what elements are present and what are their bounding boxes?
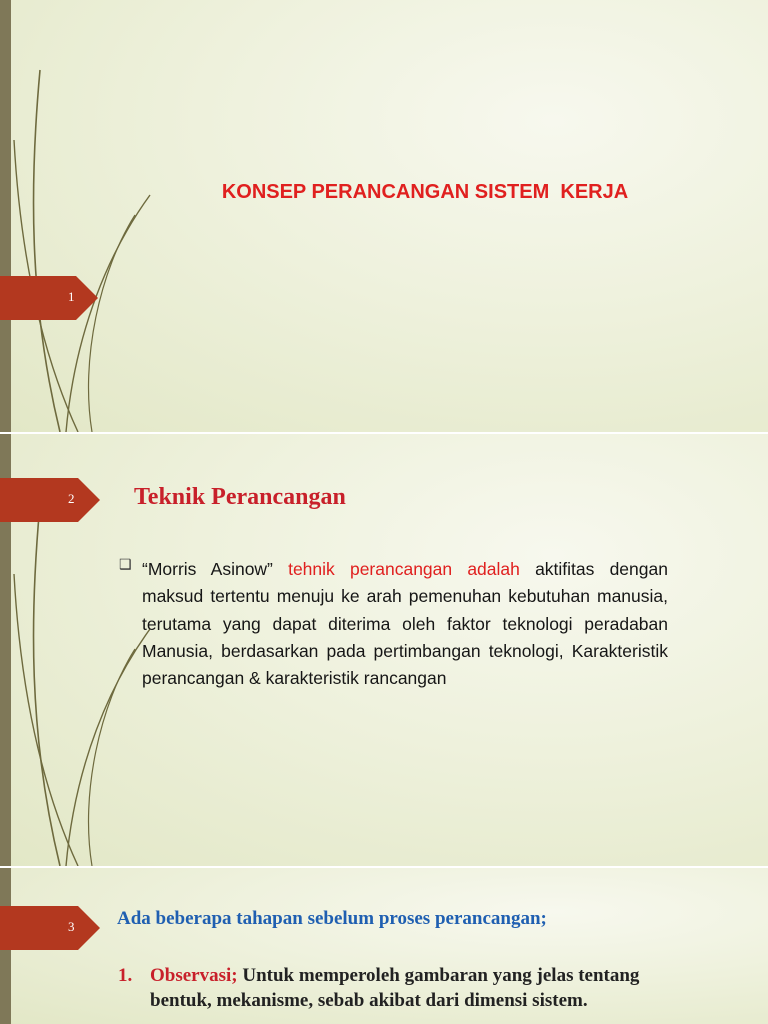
body-paragraph — [142, 556, 668, 692]
slide-title: Teknik Perancangan — [134, 484, 346, 510]
slide-number-tab — [0, 906, 78, 950]
slide-number-tab — [0, 276, 76, 320]
quote-text: “Morris Asinow” — [142, 559, 273, 579]
slide-3 — [0, 868, 768, 1024]
highlight-text: tehnik perancangan adalah — [288, 559, 520, 579]
item-text-line2: bentuk, mekanisme, sebab akibat dari dimensi sistem. — [150, 990, 588, 1011]
slide-number: 2 — [68, 491, 75, 506]
slide-2 — [0, 434, 768, 866]
slide-title: KONSEP PERANCANGAN SISTEM KERJA — [221, 181, 629, 203]
item-text-line1: Untuk memperoleh gambaran yang jelas tentang — [242, 965, 640, 986]
item-label: Observasi; — [150, 965, 238, 986]
slide-number-tab — [0, 478, 78, 522]
bullet-icon: ❑ — [119, 556, 132, 572]
slide-heading: Ada beberapa tahapan sebelum proses perancangan; — [117, 908, 547, 929]
list-number: 1. — [118, 965, 133, 986]
body-text: aktifitas dengan maksud tertentu menuju ke arah pemenuhan kebutuhan manusia, terutama yang dapat diterima oleh faktor teknologi peradaban Manusia, berdasarkan pada pertimbangan teknologi, Karakteristik perancangan & karakteristik rancangan — [142, 559, 668, 689]
decorative-stems — [0, 0, 200, 432]
slide-number: 3 — [68, 919, 75, 934]
slide-number: 1 — [68, 289, 75, 304]
slide-1 — [0, 0, 768, 432]
